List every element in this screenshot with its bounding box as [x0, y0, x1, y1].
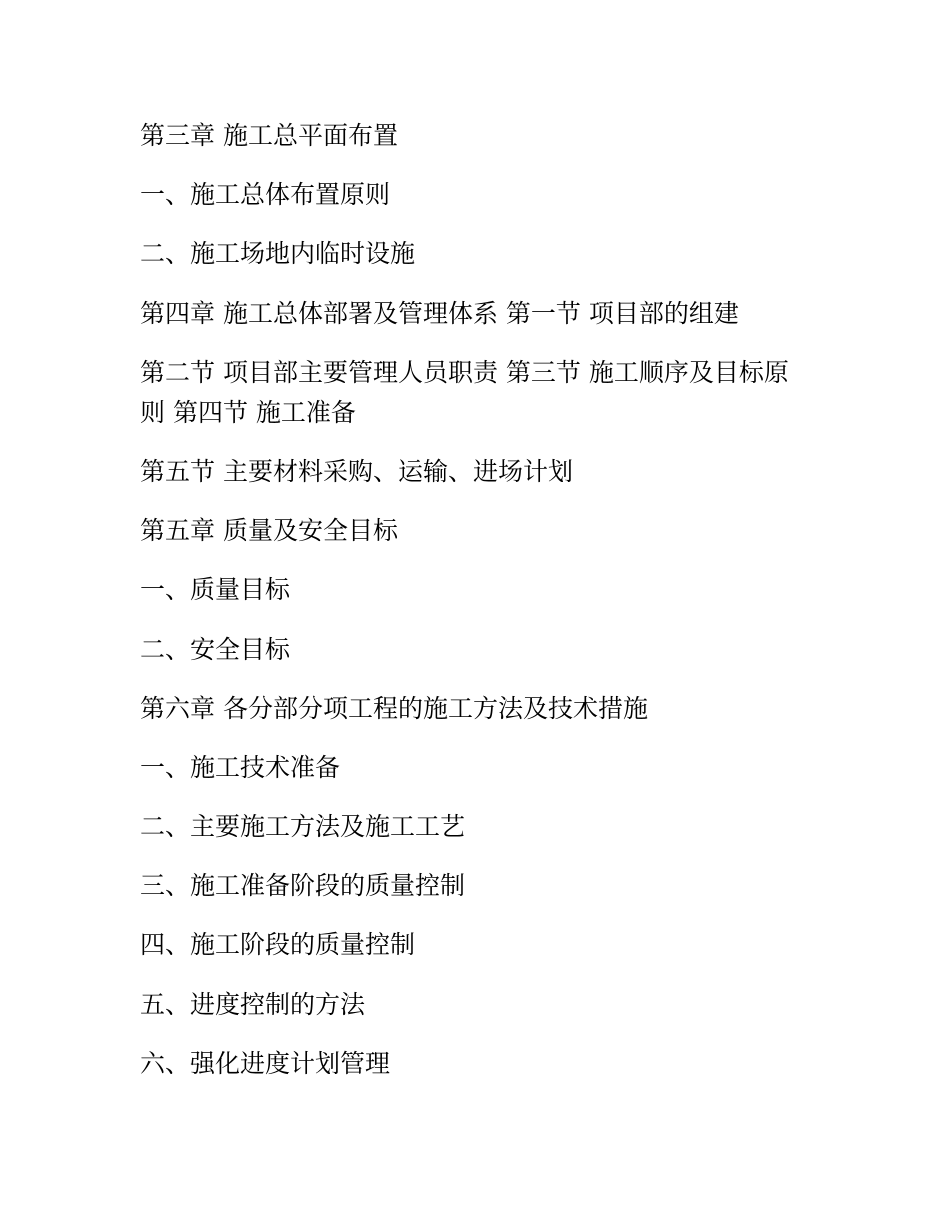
toc-line: 四、施工阶段的质量控制 [140, 930, 416, 960]
toc-line: 一、施工技术准备 [140, 752, 341, 782]
toc-line: 二、施工场地内临时设施 [140, 239, 416, 269]
toc-line: 第五章 质量及安全目标 [140, 516, 398, 546]
toc-line: 五、进度控制的方法 [140, 989, 366, 1019]
toc-line: 二、安全目标 [140, 634, 291, 664]
toc-line: 六、强化进度计划管理 [140, 1048, 391, 1078]
toc-line: 一、施工总体布置原则 [140, 180, 391, 210]
toc-line: 二、主要施工方法及施工工艺 [140, 812, 466, 842]
toc-line: 第三章 施工总平面布置 [140, 121, 398, 150]
toc-line: 第二节 项目部主要管理人员职责 第三节 施工顺序及目标原则 第四节 施工准备 [140, 357, 789, 427]
toc-line: 第五节 主要材料采购、运输、进场计划 [140, 456, 573, 486]
toc-line: 第六章 各分部分项工程的施工方法及技术措施 [140, 693, 648, 723]
toc-line: 第四章 施工总体部署及管理体系 第一节 项目部的组建 [140, 298, 739, 328]
table-of-contents [140, 116, 800, 1103]
toc-line: 一、质量目标 [140, 575, 291, 605]
toc-line: 三、施工准备阶段的质量控制 [140, 871, 466, 901]
